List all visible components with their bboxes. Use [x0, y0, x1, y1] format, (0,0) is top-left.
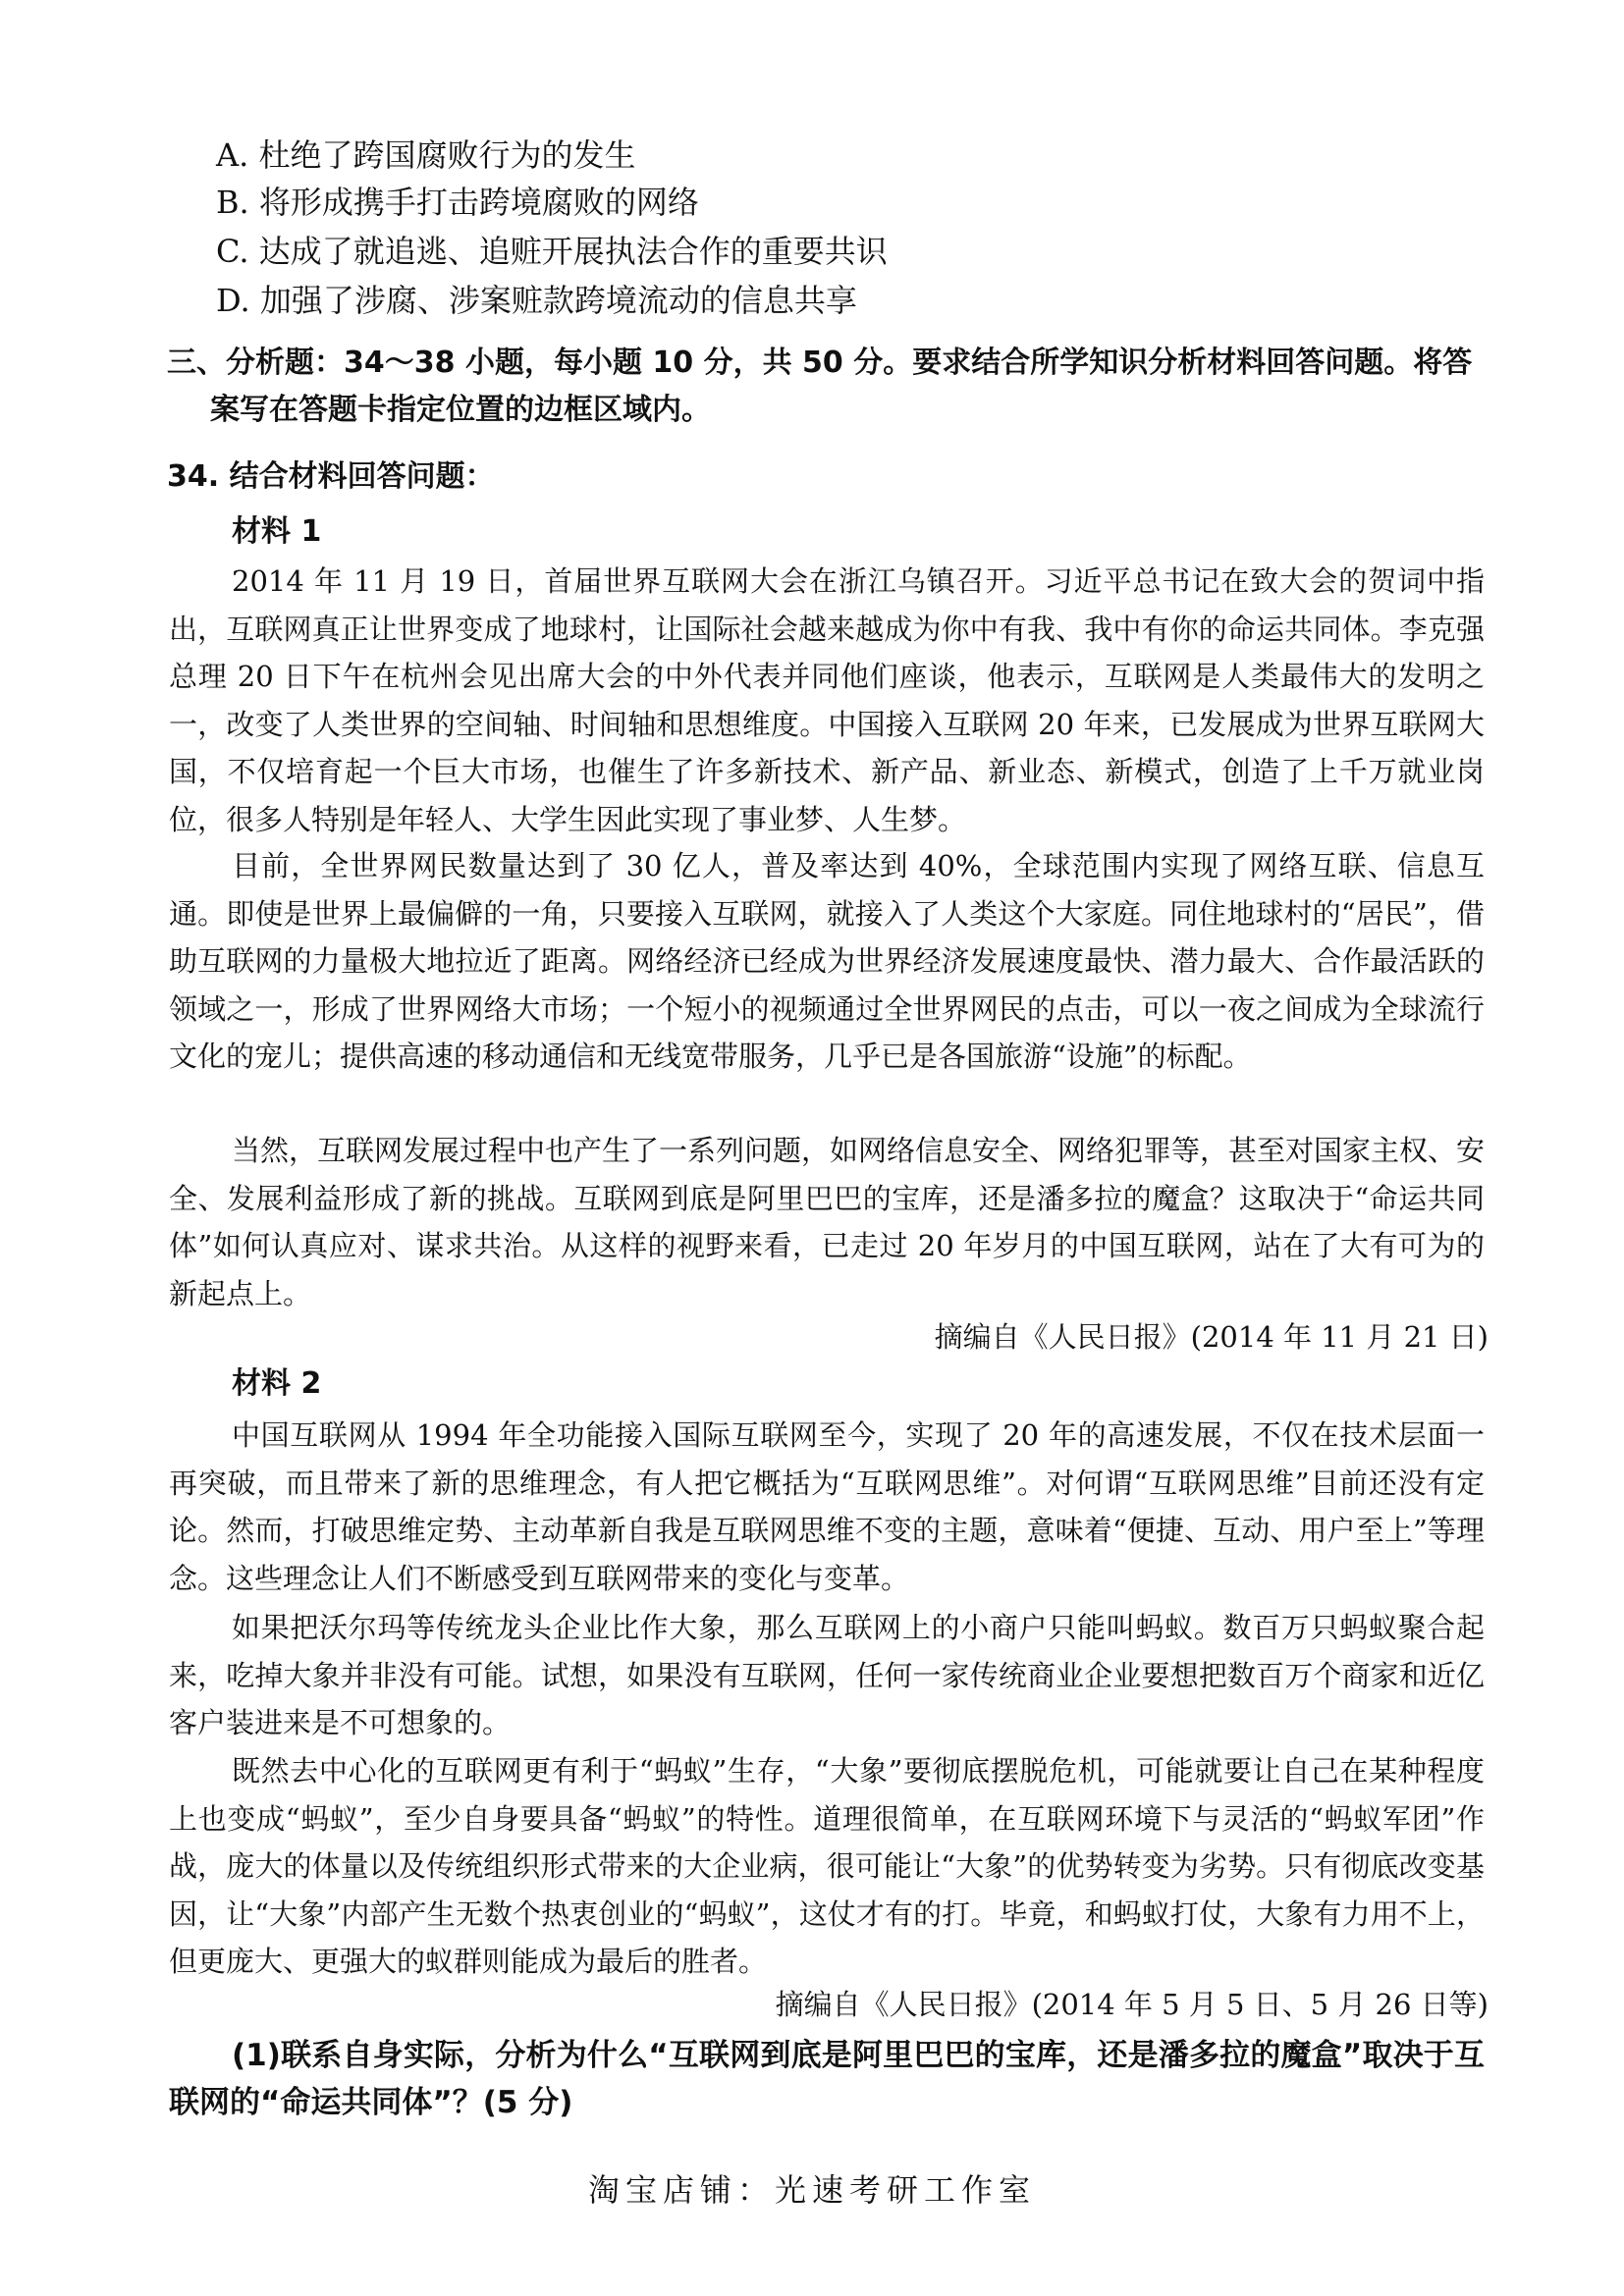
material-2-paragraph-3: 既然去中心化的互联网更有利于“蚂蚁”生存，“大象”要彻底摆脱危机，可能就要让自己在某种程度上也变成“蚂蚁”，至少自身要具备“蚂蚁”的特性。道理很简单，在互联网环境下与灵活的“蚂蚁军团”作战，庞大的体量以及传统组织形式带来的大企业病，很可能让“大象”的优势转变为劣势。只有彻底改变基因，让“大象”内部产生无数个热衷创业的“蚂蚁”，这仗才有的打。毕竟，和蚂蚁打仗，大象有力用不上，但更庞大、更强大的蚁群则能成为最后的胜者。	[169, 1754, 1485, 1978]
material-1-paragraph-1: 2014 年 11 月 19 日，首届世界互联网大会在浙江乌镇召开。习近平总书记在致大会的贺词中指出，互联网真正让世界变成了地球村，让国际社会越来越成为你中有我、我中有你的命运共同体。李克强总理 20 日下午在杭州会见出席大会的中外代表并同他们座谈，他表示，互联网是人类最伟大的发明之一，改变了人类世界的空间轴、时间轴和思想维度。中国接入互联网 20 年来，已发展成为世界互联网大国，不仅培育起一个巨大市场，也催生了许多新技术、新产品、新业态、新模式，创造了上千万就业岗位，很多人特别是年轻人、大学生因此实现了事业梦、人生梦。	[169, 564, 1485, 836]
option-c: C. 达成了就追逃、追赃开展执法合作的重要共识	[216, 233, 888, 270]
material-1-source: 摘编自《人民日报》(2014 年 11 月 21 日)	[934, 1320, 1489, 1354]
question-34-title: 34. 结合材料回答问题：	[167, 459, 495, 494]
option-a: A. 杜绝了跨国腐败行为的发生	[216, 136, 636, 174]
material-1-paragraph-3: 当然，互联网发展过程中也产生了一系列问题，如网络信息安全、网络犯罪等，甚至对国家主权、安全、发展利益形成了新的挑战。互联网到底是阿里巴巴的宝库，还是潘多拉的魔盒？这取决于“命运共同体”如何认真应对、谋求共治。从这样的视野来看，已走过 20 年岁月的中国互联网，站在了大有可为的新起点上。	[169, 1134, 1486, 1310]
section-heading-line1: 三、分析题：34～38 小题，每小题 10 分，共 50 分。要求结合所学知识分析材料回答问题。将答	[167, 346, 1473, 380]
material-2-label: 材料 2	[232, 1366, 322, 1401]
material-2-source: 摘编自《人民日报》(2014 年 5 月 5 日、5 月 26 日等)	[775, 1988, 1489, 2021]
option-b: B. 将形成携手打击跨境腐败的网络	[216, 184, 699, 221]
material-2-paragraph-2: 如果把沃尔玛等传统龙头企业比作大象，那么互联网上的小商户只能叫蚂蚁。数百万只蚂蚁聚合起来，吃掉大象并非没有可能。试想，如果没有互联网，任何一家传统商业企业要想把数百万个商家和近亿客户装进来是不可想象的。	[169, 1611, 1485, 1739]
footer-watermark: 淘宝店铺：光速考研工作室	[587, 2171, 1036, 2209]
material-1-label: 材料 1	[232, 514, 322, 549]
material-1-paragraph-2: 目前，全世界网民数量达到了 30 亿人，普及率达到 40%，全球范围内实现了网络互联、信息互通。即使是世界上最偏僻的一角，只要接入互联网，就接入了人类这个大家庭。同住地球村的“居民”，借助互联网的力量极大地拉近了距离。网络经济已经成为世界经济发展速度最快、潜力最大、合作最活跃的领域之一，形成了世界网络大市场；一个短小的视频通过全世界网民的点击，可以一夜之间成为全球流行文化的宠儿；提供高速的移动通信和无线宽带服务，几乎已是各国旅游“设施”的标配。	[169, 849, 1485, 1073]
material-2-paragraph-1: 中国互联网从 1994 年全功能接入国际互联网至今，实现了 20 年的高速发展，不仅在技术层面一再突破，而且带来了新的思维理念，有人把它概括为“互联网思维”。对何谓“互联网思维”目前还没有定论。然而，打破思维定势、主动革新自我是互联网思维不变的主题，意味着“便捷、互动、用户至上”等理念。这些理念让人们不断感受到互联网带来的变化与变革。	[169, 1418, 1485, 1595]
sub-question-1: (1)联系自身实际，分析为什么“互联网到底是阿里巴巴的宝库，还是潘多拉的魔盒”取决于互联网的“命运共同体”？(5 分)	[169, 2038, 1485, 2120]
option-d: D. 加强了涉腐、涉案赃款跨境流动的信息共享	[216, 282, 857, 319]
section-heading-line2: 案写在答题卡指定位置的边框区域内。	[210, 393, 711, 427]
